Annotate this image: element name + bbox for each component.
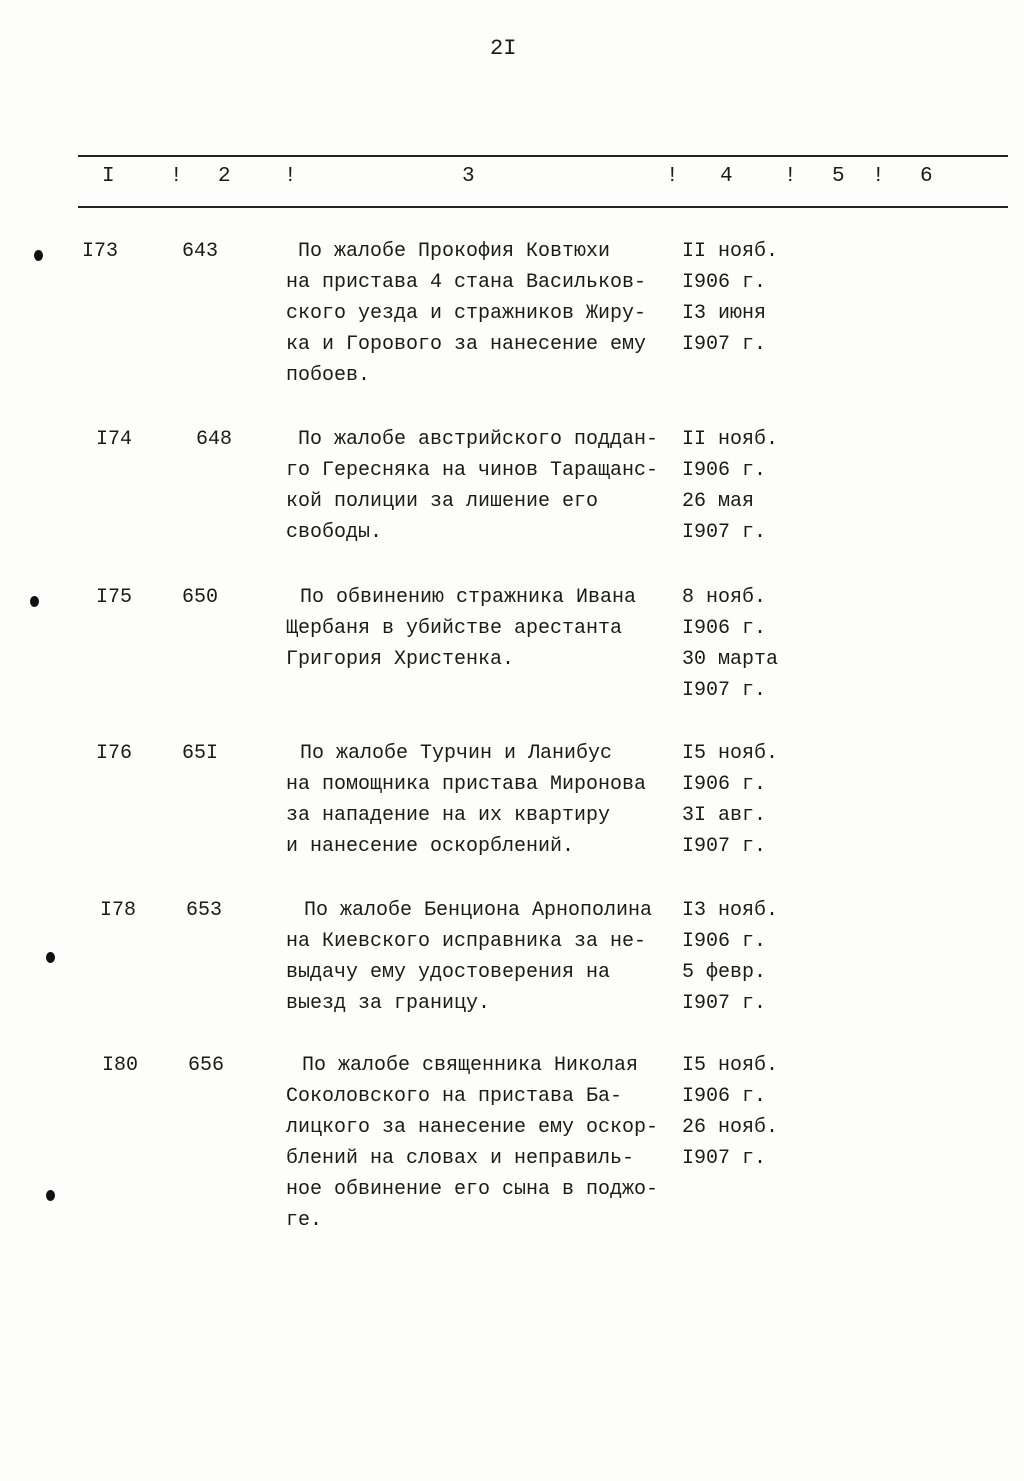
description-line: ка и Горового за нанесение ему	[286, 333, 647, 356]
header-col-1: I	[102, 165, 115, 188]
date-line: I906 г.	[682, 930, 767, 953]
date-line: I907 г.	[682, 835, 767, 858]
description-line: По жалобе Турчин и Ланибус	[300, 742, 613, 765]
description-line: го Гересняка на чинов Таращанс-	[286, 459, 659, 482]
date-line: 26 мая	[682, 490, 755, 513]
punch-hole-mark	[46, 952, 55, 963]
description-line: за нападение на их квартиру	[286, 804, 611, 827]
date-line: I906 г.	[682, 773, 767, 796]
case-description	[286, 1050, 658, 1236]
description-line: По жалобе Бенциона Арнополина	[304, 899, 653, 922]
date-line: 3I авг.	[682, 804, 767, 827]
entry-number: I78	[100, 899, 137, 922]
file-number: 653	[186, 899, 223, 922]
date-line: I906 г.	[682, 1085, 767, 1108]
description-line: выдачу ему удостоверения на	[286, 961, 611, 984]
date-line: I907 г.	[682, 521, 767, 544]
case-description	[286, 582, 636, 675]
date-line: 26 нояб.	[682, 1116, 779, 1139]
date-line: I5 нояб.	[682, 742, 779, 765]
date-line: I907 г.	[682, 333, 767, 356]
description-line: По жалобе Прокофия Ковтюхи	[298, 240, 611, 263]
entry-number: I73	[82, 240, 119, 263]
header-col-5: 5	[832, 165, 845, 188]
punch-hole-mark	[46, 1190, 55, 1201]
date-line: I906 г.	[682, 617, 767, 640]
entry-number: I80	[102, 1054, 139, 1077]
description-line: лицкого за нанесение ему оскор-	[286, 1116, 659, 1139]
description-line: По обвинению стражника Ивана	[300, 586, 637, 609]
description-line: на Киевского исправника за не-	[286, 930, 647, 953]
header-col-4: 4	[720, 165, 733, 188]
description-line: ского уезда и стражников Жиру-	[286, 302, 647, 325]
case-dates	[682, 582, 778, 706]
date-line: I906 г.	[682, 459, 767, 482]
date-line: I3 нояб.	[682, 899, 779, 922]
description-line: По жалобе священника Николая	[302, 1054, 639, 1077]
punch-hole-mark	[34, 250, 43, 261]
date-line: I907 г.	[682, 992, 767, 1015]
case-dates	[682, 895, 778, 1019]
date-line: I907 г.	[682, 679, 767, 702]
description-line: и нанесение оскорблений.	[286, 835, 575, 858]
entry-number: I74	[96, 428, 133, 451]
description-line: Григория Христенка.	[286, 648, 515, 671]
description-line: блений на словах и неправиль-	[286, 1147, 635, 1170]
table-header-rule	[78, 206, 1008, 208]
file-number: 65I	[182, 742, 219, 765]
date-line: I3 июня	[682, 302, 767, 325]
entry-number: I75	[96, 586, 133, 609]
header-col-2: 2	[218, 165, 231, 188]
date-line: I907 г.	[682, 1147, 767, 1170]
description-line: ге.	[286, 1209, 323, 1232]
table-top-rule	[78, 155, 1008, 157]
description-line: Щербаня в убийстве арестанта	[286, 617, 623, 640]
file-number: 643	[182, 240, 219, 263]
header-sep: !	[872, 165, 885, 188]
date-line: I906 г.	[682, 271, 767, 294]
case-description	[286, 424, 658, 548]
date-line: II нояб.	[682, 240, 779, 263]
date-line: 30 марта	[682, 648, 779, 671]
file-number: 650	[182, 586, 219, 609]
description-line: свободы.	[286, 521, 383, 544]
header-col-6: 6	[920, 165, 933, 188]
file-number: 648	[196, 428, 233, 451]
description-line: ное обвинение его сына в поджо-	[286, 1178, 659, 1201]
case-dates	[682, 1050, 778, 1174]
case-description	[286, 738, 646, 862]
date-line: II нояб.	[682, 428, 779, 451]
description-line: выезд за границу.	[286, 992, 491, 1015]
date-line: 5 февр.	[682, 961, 767, 984]
case-description	[286, 895, 652, 1019]
case-description	[286, 236, 646, 391]
description-line: Соколовского на пристава Ба-	[286, 1085, 623, 1108]
header-sep: !	[170, 165, 183, 188]
case-dates	[682, 424, 778, 548]
header-sep: !	[284, 165, 297, 188]
description-line: на пристава 4 стана Васильков-	[286, 271, 647, 294]
description-line: По жалобе австрийского поддан-	[298, 428, 659, 451]
date-line: I5 нояб.	[682, 1054, 779, 1077]
description-line: на помощника пристава Миронова	[286, 773, 647, 796]
case-dates	[682, 236, 778, 360]
file-number: 656	[188, 1054, 225, 1077]
header-sep: !	[784, 165, 797, 188]
punch-hole-mark	[30, 596, 39, 607]
header-col-3: 3	[462, 165, 475, 188]
description-line: кой полиции за лишение его	[286, 490, 599, 513]
description-line: побоев.	[286, 364, 371, 387]
entry-number: I76	[96, 742, 133, 765]
page-number: 2I	[490, 36, 517, 61]
case-dates	[682, 738, 778, 862]
header-sep: !	[666, 165, 679, 188]
date-line: 8 нояб.	[682, 586, 767, 609]
